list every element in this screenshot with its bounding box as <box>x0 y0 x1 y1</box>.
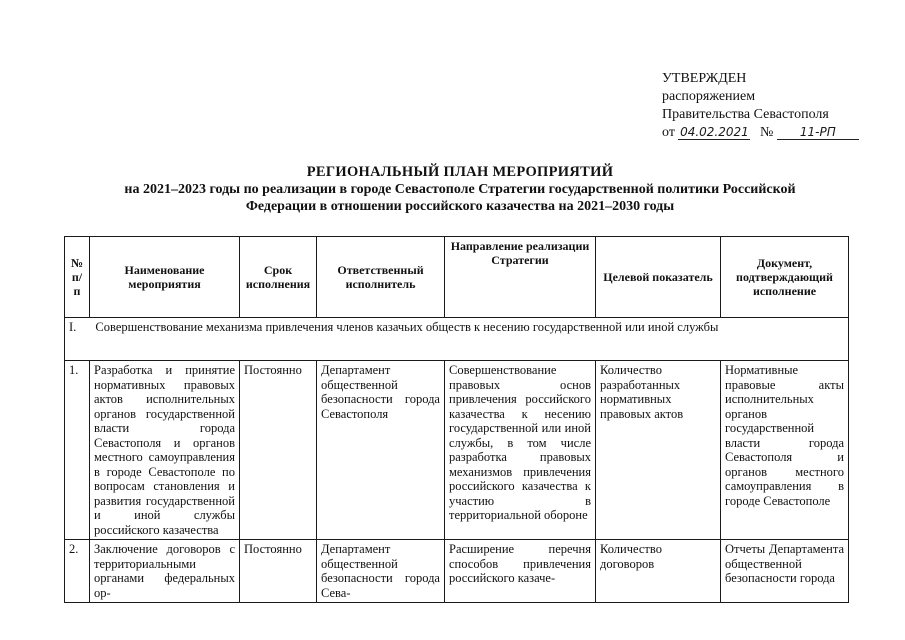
header-direction: Направление реализации Стратегии <box>445 237 596 318</box>
row-indicator: Количество договоров <box>596 540 721 603</box>
header-term: Срок исполнения <box>240 237 317 318</box>
row-term: Постоянно <box>240 361 317 540</box>
approval-from-label: от <box>662 125 675 140</box>
table-header-row <box>65 237 849 318</box>
approval-by: распоряжением <box>662 89 756 104</box>
approval-title: УТВЕРЖДЕН <box>662 71 747 86</box>
table-row <box>65 361 849 540</box>
approval-date: 04.02.2021 <box>680 125 749 139</box>
approval-date-line <box>662 124 897 142</box>
title-main: РЕГИОНАЛЬНЫЙ ПЛАН МЕРОПРИЯТИЙ <box>306 164 614 180</box>
section-number: I. <box>69 320 77 334</box>
header-number: № п/п <box>65 237 90 318</box>
row-number: 2. <box>65 540 90 603</box>
plan-table <box>64 236 849 603</box>
section-cell <box>65 318 849 361</box>
row-event-name: Заключение договоров с территориальными органами федеральных ор- <box>90 540 240 603</box>
section-title: Совершенствование механизма привлечения членов казачьих обществ к несению государственной или иной службы <box>95 320 719 334</box>
row-document: Отчеты Департамента общественной безопасности города <box>721 540 849 603</box>
title-subtitle-line1: на 2021–2023 годы по реализации в городе Севастополе Стратегии государственной политики Российской <box>124 182 796 197</box>
row-event-name: Разработка и принятие нормативных правовых актов исполнительных органов государственной власти города Севастополя и органов местного самоуправления в городе Севастополе по вопросам становления и развития государственной и иной службы российского казачества <box>90 361 240 540</box>
approval-number: 11-РП <box>777 125 859 140</box>
approval-stamp <box>662 70 897 142</box>
row-executor: Департамент общественной безопасности города Севастополя <box>317 361 445 540</box>
row-direction: Расширение перечня способов привлечения российского казаче- <box>445 540 596 603</box>
row-direction: Совершенствование правовых основ привлечения российского казачества к несению государственной или иной службы, в том числе разработка правовых механизмов привлечения российского казачества к участию в территориальной обороне <box>445 361 596 540</box>
row-document: Нормативные правовые акты исполнительных органов государственной власти города Севастополя и органов местного самоуправления в городе Севастополе <box>721 361 849 540</box>
header-document: Документ, подтверждающий исполнение <box>721 237 849 318</box>
header-executor: Ответственный исполнитель <box>317 237 445 318</box>
header-name: Наименование мероприятия <box>90 237 240 318</box>
section-row <box>65 318 849 361</box>
approval-authority: Правительства Севастополя <box>662 107 829 122</box>
header-indicator: Целевой показатель <box>596 237 721 318</box>
row-term: Постоянно <box>240 540 317 603</box>
table-row <box>65 540 849 603</box>
row-number: 1. <box>65 361 90 540</box>
document-title <box>60 164 860 215</box>
row-indicator: Количество разработанных нормативных правовых актов <box>596 361 721 540</box>
title-subtitle-line2: Федерации в отношении российского казачества на 2021–2030 годы <box>245 199 675 214</box>
row-executor: Департамент общественной безопасности города Сева- <box>317 540 445 603</box>
approval-number-label: № <box>759 125 774 140</box>
